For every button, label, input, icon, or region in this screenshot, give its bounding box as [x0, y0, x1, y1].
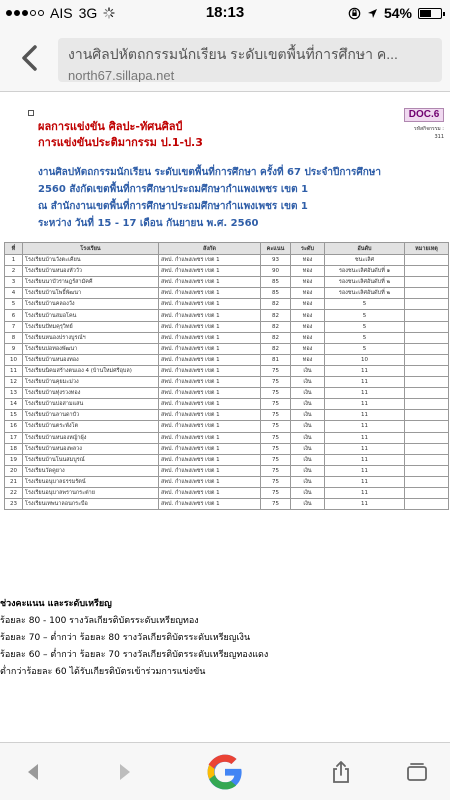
col-rank-cell: ชนะเลิศ	[325, 255, 405, 266]
results-table	[4, 242, 449, 510]
col-area-cell: สพป. กำแพงเพชร เขต 1	[159, 255, 261, 266]
table-row	[5, 321, 449, 332]
col-school-cell: โรงเรียนนิคมสร้างตนเอง 4 (บ้านใหม่ศรีอุบล)	[23, 365, 159, 376]
col-rank-cell: 11	[325, 454, 405, 465]
score-note-line: ร้อยละ 70 – ต่ำกว่า ร้อยละ 80 รางวัลเกียรติบัตรระดับเหรียญเงิน	[0, 633, 251, 643]
col-level-cell: เงิน	[291, 421, 325, 432]
heading-line: ผลการแข่งขัน ศิลปะ-ทัศนศิลป์	[38, 120, 183, 133]
col-level-cell: เงิน	[291, 377, 325, 388]
col-no-cell: 11	[5, 365, 23, 376]
table-row	[5, 421, 449, 432]
google-button[interactable]	[204, 751, 246, 793]
col-school-cell: โรงเรียนเทพนาลอนกระบือ	[23, 499, 159, 510]
col-score-cell: 75	[261, 410, 291, 421]
col-area-cell: สพป. กำแพงเพชร เขต 1	[159, 266, 261, 277]
address-bar[interactable]	[58, 38, 442, 82]
col-rank-cell: 5	[325, 310, 405, 321]
page-title: งานศิลปหัตถกรรมนักเรียน ระดับเขตพื้นที่การศึกษา ค...	[68, 46, 398, 62]
table-row	[5, 432, 449, 443]
col-rank-cell: 11	[325, 499, 405, 510]
col-area-cell: สพป. กำแพงเพชร เขต 1	[159, 277, 261, 288]
col-school-cell: โรงเรียนบ้านทุ่งรวงทอง	[23, 388, 159, 399]
table-row	[5, 277, 449, 288]
table-row	[5, 443, 449, 454]
battery-icon	[418, 8, 442, 19]
event-info	[38, 164, 418, 232]
col-score-cell: 82	[261, 332, 291, 343]
col-note-cell	[405, 354, 449, 365]
table-row	[5, 310, 449, 321]
col-level-cell: เงิน	[291, 487, 325, 498]
col-note-cell	[405, 421, 449, 432]
col-note-cell	[405, 499, 449, 510]
checkbox-mark	[28, 110, 34, 116]
col-score-cell: 82	[261, 299, 291, 310]
col-level-cell: ทอง	[291, 354, 325, 365]
col-note-cell	[405, 277, 449, 288]
col-no-cell: 1	[5, 255, 23, 266]
col-no-cell: 4	[5, 288, 23, 299]
table-row	[5, 454, 449, 465]
score-note-line: ร้อยละ 60 – ต่ำกว่า ร้อยละ 70 รางวัลเกียรติบัตรระดับเหรียญทองแดง	[0, 650, 269, 660]
col-school-header: โรงเรียน	[23, 243, 159, 255]
col-no-cell: 19	[5, 454, 23, 465]
col-area-cell: สพป. กำแพงเพชร เขต 1	[159, 465, 261, 476]
col-school-cell: โรงเรียนบ้านวังตะเคียน	[23, 255, 159, 266]
col-note-cell	[405, 310, 449, 321]
col-score-cell: 75	[261, 388, 291, 399]
table-row	[5, 377, 449, 388]
col-score-cell: 75	[261, 443, 291, 454]
col-area-cell: สพป. กำแพงเพชร เขต 1	[159, 354, 261, 365]
col-score-cell: 93	[261, 255, 291, 266]
info-line: ระหว่าง วันที่ 15 - 17 เดือน กันยายน พ.ศ. 2560	[38, 218, 259, 229]
col-rank-cell: 11	[325, 421, 405, 432]
forward-arrow-icon	[118, 763, 132, 781]
col-area-cell: สพป. กำแพงเพชร เขต 1	[159, 343, 261, 354]
col-note-cell	[405, 465, 449, 476]
col-score-cell: 75	[261, 365, 291, 376]
col-area-cell: สพป. กำแพงเพชร เขต 1	[159, 432, 261, 443]
col-no-header: ที่	[5, 243, 23, 255]
col-note-cell	[405, 343, 449, 354]
status-bar	[0, 0, 450, 26]
battery-percent: 54%	[383, 5, 412, 21]
col-level-cell: เงิน	[291, 365, 325, 376]
carrier-label: AIS	[50, 5, 73, 21]
col-area-cell: สพป. กำแพงเพชร เขต 1	[159, 454, 261, 465]
table-row	[5, 255, 449, 266]
col-school-cell: โรงเรียนหนองปรางบูรณ์ฯ	[23, 332, 159, 343]
table-row	[5, 299, 449, 310]
col-note-cell	[405, 255, 449, 266]
col-rank-cell: 11	[325, 432, 405, 443]
back-nav-button[interactable]	[18, 757, 48, 787]
col-score-header: คะแนน	[261, 243, 291, 255]
browser-nav-bar	[0, 26, 450, 92]
col-level-cell: ทอง	[291, 255, 325, 266]
col-note-cell	[405, 266, 449, 277]
table-row	[5, 388, 449, 399]
col-note-header: หมายเหตุ	[405, 243, 449, 255]
col-no-cell: 6	[5, 310, 23, 321]
col-rank-cell: 11	[325, 377, 405, 388]
col-school-cell: โรงเรียนนาบัวราษฎร์สามัคคี	[23, 277, 159, 288]
col-note-cell	[405, 476, 449, 487]
col-level-cell: เงิน	[291, 432, 325, 443]
col-school-cell: โรงเรียนบ้านลานดาบัว	[23, 410, 159, 421]
col-no-cell: 16	[5, 421, 23, 432]
col-area-cell: สพป. กำแพงเพชร เขต 1	[159, 377, 261, 388]
col-no-cell: 18	[5, 443, 23, 454]
col-school-cell: โรงเรียนบ้านสมอโคน	[23, 310, 159, 321]
table-row	[5, 266, 449, 277]
col-score-cell: 90	[261, 266, 291, 277]
col-level-cell: ทอง	[291, 299, 325, 310]
col-school-cell: โรงเรียนบ้านหนองหญ้าผุ้ง	[23, 432, 159, 443]
col-rank-cell: 11	[325, 443, 405, 454]
col-note-cell	[405, 487, 449, 498]
col-level-cell: ทอง	[291, 266, 325, 277]
table-row	[5, 332, 449, 343]
col-level-cell: เงิน	[291, 465, 325, 476]
google-icon	[206, 753, 244, 791]
page-url: north67.sillapa.net	[68, 68, 175, 82]
col-no-cell: 14	[5, 399, 23, 410]
col-rank-cell: 11	[325, 399, 405, 410]
col-score-cell: 75	[261, 432, 291, 443]
info-line: 2560 สังกัดเขตพื้นที่การศึกษาประถมศึกษากำแพงเพชร เขต 1	[38, 184, 309, 195]
table-row	[5, 465, 449, 476]
col-area-cell: สพป. กำแพงเพชร เขต 1	[159, 299, 261, 310]
col-note-cell	[405, 288, 449, 299]
table-row	[5, 476, 449, 487]
col-area-cell: สพป. กำแพงเพชร เขต 1	[159, 388, 261, 399]
col-level-cell: ทอง	[291, 310, 325, 321]
col-score-cell: 75	[261, 476, 291, 487]
network-label: 3G	[78, 5, 98, 21]
table-row	[5, 365, 449, 376]
score-note-line: ร้อยละ 80 - 100 รางวัลเกียรติบัตรระดับเหรียญทอง	[0, 616, 199, 626]
col-note-cell	[405, 454, 449, 465]
col-no-cell: 5	[5, 299, 23, 310]
col-score-cell: 82	[261, 321, 291, 332]
col-note-cell	[405, 388, 449, 399]
col-rank-cell: 11	[325, 365, 405, 376]
col-school-cell: โรงเรียนบ้านหนองหัววัว	[23, 266, 159, 277]
score-notes-title: ช่วงคะแนน และระดับเหรียญ	[0, 599, 112, 609]
col-level-header: ระดับ	[291, 243, 325, 255]
table-row	[5, 499, 449, 510]
col-note-cell	[405, 365, 449, 376]
location-arrow-icon	[367, 8, 378, 19]
back-button[interactable]	[14, 40, 44, 76]
tabs-button[interactable]	[402, 757, 432, 787]
back-arrow-icon	[26, 763, 40, 781]
browser-toolbar	[0, 742, 450, 800]
col-score-cell: 75	[261, 487, 291, 498]
col-school-cell: โรงเรียนอนุบาลพรานกระต่าย	[23, 487, 159, 498]
tabs-icon	[406, 762, 428, 782]
col-school-cell: โรงเรียนบ้านตระพังโต	[23, 421, 159, 432]
col-no-cell: 20	[5, 465, 23, 476]
col-rank-cell: 10	[325, 354, 405, 365]
col-rank-cell: รองชนะเลิศอันดับที่ ๑	[325, 266, 405, 277]
doc-badge: DOC.6	[404, 108, 444, 122]
col-school-cell: โรงเรียนอนุบาลธรรมรัตน์	[23, 476, 159, 487]
col-note-cell	[405, 377, 449, 388]
col-no-cell: 7	[5, 321, 23, 332]
col-note-cell	[405, 443, 449, 454]
rotation-lock-icon	[348, 7, 361, 20]
col-area-cell: สพป. กำแพงเพชร เขต 1	[159, 476, 261, 487]
col-rank-cell: 11	[325, 487, 405, 498]
col-rank-cell: 11	[325, 465, 405, 476]
col-no-cell: 12	[5, 377, 23, 388]
col-area-cell: สพป. กำแพงเพชร เขต 1	[159, 310, 261, 321]
table-row	[5, 410, 449, 421]
col-school-cell: โรงเรียนบ้านคลองวัง	[23, 299, 159, 310]
col-level-cell: เงิน	[291, 410, 325, 421]
col-score-cell: 85	[261, 288, 291, 299]
col-level-cell: ทอง	[291, 321, 325, 332]
col-no-cell: 2	[5, 266, 23, 277]
col-no-cell: 22	[5, 487, 23, 498]
table-header-row	[5, 243, 449, 255]
chevron-left-icon	[20, 44, 38, 72]
share-button[interactable]	[326, 757, 356, 787]
info-line: งานศิลปหัตถกรรมนักเรียน ระดับเขตพื้นที่การศึกษา ครั้งที่ 67 ประจำปีการศึกษา	[38, 167, 382, 178]
col-rank-cell: 5	[325, 332, 405, 343]
col-level-cell: ทอง	[291, 288, 325, 299]
col-no-cell: 21	[5, 476, 23, 487]
col-no-cell: 8	[5, 332, 23, 343]
col-area-cell: สพป. กำแพงเพชร เขต 1	[159, 410, 261, 421]
document-view[interactable]	[0, 92, 450, 742]
col-score-cell: 75	[261, 377, 291, 388]
col-school-cell: โรงเรียนบ้านหนองทอง	[23, 354, 159, 365]
result-heading	[38, 119, 203, 151]
col-level-cell: ทอง	[291, 343, 325, 354]
col-no-cell: 10	[5, 354, 23, 365]
table-row	[5, 288, 449, 299]
col-level-cell: เงิน	[291, 399, 325, 410]
col-no-cell: 3	[5, 277, 23, 288]
clock: 18:13	[205, 4, 245, 21]
activity-code: รหัสกิจกรรม : 311	[414, 126, 444, 140]
col-rank-cell: 11	[325, 388, 405, 399]
col-school-cell: โรงเรียนบ้านโพธิ์พัฒนา	[23, 288, 159, 299]
col-no-cell: 23	[5, 499, 23, 510]
col-note-cell	[405, 321, 449, 332]
col-school-cell: โรงเรียนบ้านหนองพลวง	[23, 443, 159, 454]
col-area-cell: สพป. กำแพงเพชร เขต 1	[159, 332, 261, 343]
col-rank-cell: 11	[325, 476, 405, 487]
col-level-cell: ทอง	[291, 277, 325, 288]
info-line: ณ สำนักงานเขตพื้นที่การศึกษาประถมศึกษากำแพงเพชร เขต 1	[38, 201, 308, 212]
col-area-cell: สพป. กำแพงเพชร เขต 1	[159, 365, 261, 376]
col-area-cell: สพป. กำแพงเพชร เขต 1	[159, 321, 261, 332]
table-body	[5, 255, 449, 510]
col-school-cell: โรงเรียนปัทมคุรุวิทย์	[23, 321, 159, 332]
col-level-cell: เงิน	[291, 499, 325, 510]
col-score-cell: 82	[261, 343, 291, 354]
col-school-cell: โรงเรียนบ้านคุยมะม่วง	[23, 377, 159, 388]
col-score-cell: 75	[261, 399, 291, 410]
col-score-cell: 75	[261, 465, 291, 476]
col-area-cell: สพป. กำแพงเพชร เขต 1	[159, 487, 261, 498]
col-score-cell: 82	[261, 310, 291, 321]
table-row	[5, 399, 449, 410]
score-notes	[0, 596, 268, 681]
col-level-cell: เงิน	[291, 476, 325, 487]
col-area-cell: สพป. กำแพงเพชร เขต 1	[159, 443, 261, 454]
table-row	[5, 354, 449, 365]
status-right	[348, 5, 442, 21]
col-no-cell: 17	[5, 432, 23, 443]
col-rank-cell: รองชนะเลิศอันดับที่ ๒	[325, 277, 405, 288]
col-no-cell: 15	[5, 410, 23, 421]
col-note-cell	[405, 410, 449, 421]
col-rank-cell: 5	[325, 321, 405, 332]
col-rank-cell: รองชนะเลิศอันดับที่ ๒	[325, 288, 405, 299]
score-note-line: ต่ำกว่าร้อยละ 60 ได้รับเกียรติบัตรเข้าร่วมการแข่งขัน	[0, 667, 206, 677]
col-score-cell: 85	[261, 277, 291, 288]
col-no-cell: 13	[5, 388, 23, 399]
col-note-cell	[405, 399, 449, 410]
col-level-cell: เงิน	[291, 388, 325, 399]
col-school-cell: โรงเรียนบ้านบ่อสามแสน	[23, 399, 159, 410]
col-note-cell	[405, 432, 449, 443]
col-level-cell: เงิน	[291, 443, 325, 454]
forward-nav-button[interactable]	[110, 757, 140, 787]
col-area-cell: สพป. กำแพงเพชร เขต 1	[159, 499, 261, 510]
col-score-cell: 75	[261, 421, 291, 432]
col-level-cell: ทอง	[291, 332, 325, 343]
col-score-cell: 75	[261, 454, 291, 465]
col-rank-cell: 5	[325, 299, 405, 310]
col-school-cell: โรงเรียนบ่อทองพัฒนา	[23, 343, 159, 354]
col-level-cell: เงิน	[291, 454, 325, 465]
table-row	[5, 343, 449, 354]
col-rank-cell: 11	[325, 410, 405, 421]
col-school-cell: โรงเรียนบ้านโนนสมบูรณ์	[23, 454, 159, 465]
col-area-cell: สพป. กำแพงเพชร เขต 1	[159, 421, 261, 432]
col-no-cell: 9	[5, 343, 23, 354]
col-score-cell: 75	[261, 499, 291, 510]
col-rank-cell: 5	[325, 343, 405, 354]
col-note-cell	[405, 299, 449, 310]
table-row	[5, 487, 449, 498]
col-note-cell	[405, 332, 449, 343]
col-score-cell: 81	[261, 354, 291, 365]
col-area-cell: สพป. กำแพงเพชร เขต 1	[159, 288, 261, 299]
share-icon	[331, 760, 351, 784]
col-school-cell: โรงเรียนวัดคูยาง	[23, 465, 159, 476]
col-area-header: สังกัด	[159, 243, 261, 255]
col-rank-header: อันดับ	[325, 243, 405, 255]
col-area-cell: สพป. กำแพงเพชร เขต 1	[159, 399, 261, 410]
heading-line: การแข่งขันประติมากรรม ป.1-ป.3	[38, 136, 203, 149]
